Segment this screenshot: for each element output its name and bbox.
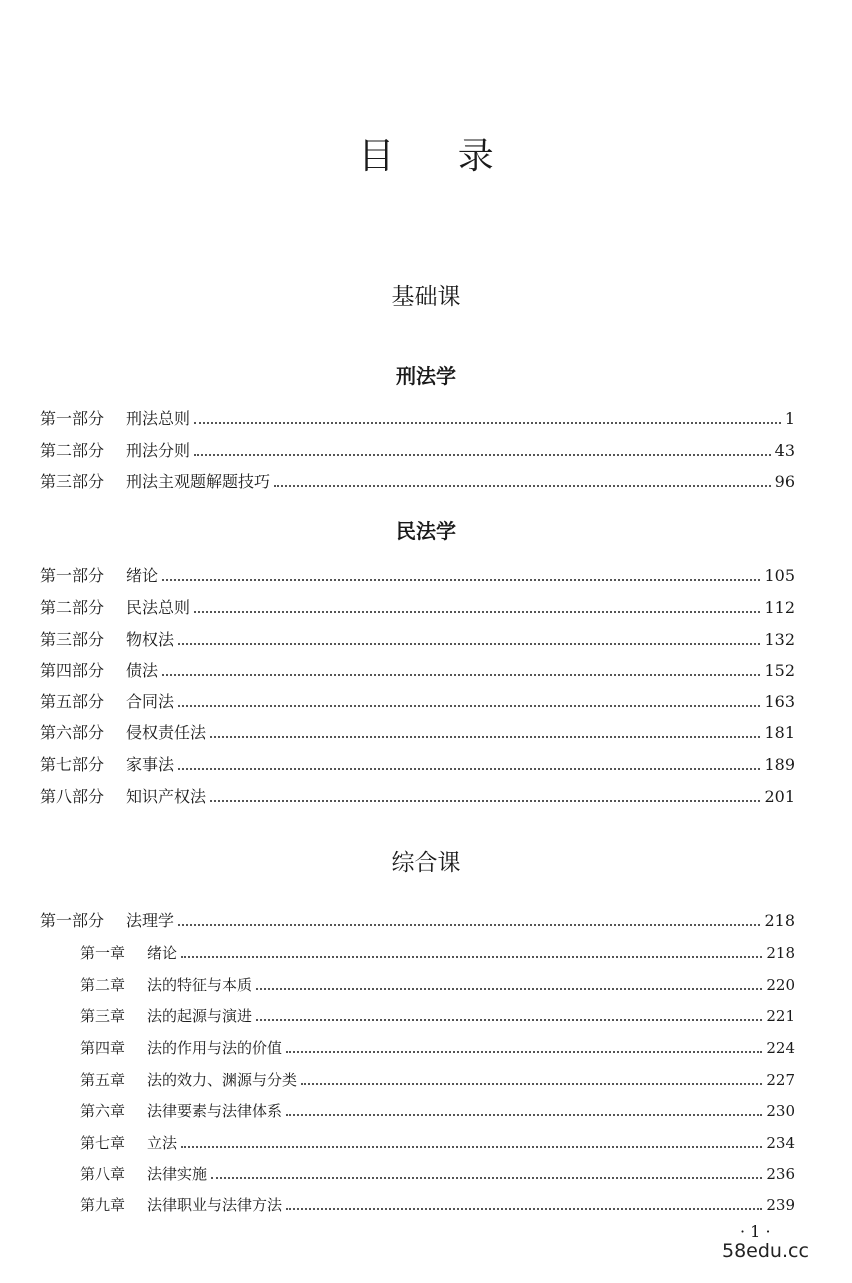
toc-entry-page: 218 [764,911,795,930]
toc-entry-page: 163 [764,692,795,711]
toc-chapter-title: 法的特征与本质 [147,976,253,994]
toc-entry[interactable] [40,659,795,683]
toc-chapter-title: 法的作用与法的价值 [147,1039,283,1057]
toc-entry-label: 第六部分 [40,723,105,742]
toc-chapter-page: 234 [766,1134,795,1152]
toc-entry-title: 物权法 [126,630,175,649]
toc-entry-page: 152 [764,661,795,680]
toc-chapter-label: 第九章 [80,1196,126,1214]
toc-chapter-title: 法律要素与法律体系 [147,1102,283,1120]
toc-entry[interactable] [40,721,795,745]
toc-chapter-title: 法律实施 [147,1165,208,1183]
toc-entry-label: 第四部分 [40,661,105,680]
toc-entry-page: 132 [764,630,795,649]
toc-chapter-entry[interactable] [80,1162,795,1186]
toc-entry-title: 侵权责任法 [126,723,207,742]
toc-entry-label: 第一部分 [40,911,105,930]
toc-chapter-entry[interactable] [80,1068,795,1092]
toc-leader-dots [256,1018,762,1021]
toc-entry[interactable] [40,439,795,463]
toc-entry-page: 96 [774,472,795,491]
toc-leader-dots [181,955,762,958]
watermark: 58edu.cc [722,1240,809,1262]
toc-chapter-label: 第三章 [80,1007,126,1025]
toc-leader-dots [286,1207,762,1210]
toc-entry-page: 43 [774,441,795,460]
toc-entry-title: 刑法总则 [126,409,191,428]
toc-entry-title: 刑法分则 [126,441,191,460]
page-title: 目 录 [358,136,520,177]
toc-leader-dots [162,578,760,581]
toc-entry-title: 债法 [126,661,159,680]
toc-chapter-page: 220 [766,976,795,994]
toc-leader-dots [178,704,760,707]
toc-leader-dots [162,673,760,676]
toc-entry-page: 105 [764,566,795,585]
toc-chapter-title: 法的起源与演进 [147,1007,253,1025]
toc-chapter-label: 第六章 [80,1102,126,1120]
toc-entry-label: 第七部分 [40,755,105,774]
toc-leader-dots [178,767,760,770]
toc-chapter-entry[interactable] [80,1036,795,1060]
toc-entry-label: 第八部分 [40,787,105,806]
page-number: · 1 · [740,1222,771,1241]
toc-entry[interactable] [40,785,795,809]
toc-chapter-page: 239 [766,1196,795,1214]
toc-entry-label: 第二部分 [40,598,105,617]
toc-entry-page: 201 [764,787,795,806]
toc-leader-dots [178,642,760,645]
toc-chapter-title: 绪论 [147,944,178,962]
toc-entry-label: 第一部分 [40,566,105,585]
toc-entry-page: 112 [764,598,795,617]
toc-chapter-label: 第八章 [80,1165,126,1183]
toc-entry-title: 知识产权法 [126,787,207,806]
toc-entry-page: 181 [764,723,795,742]
toc-part-entry[interactable] [40,909,795,933]
toc-leader-dots [256,987,762,990]
toc-entry[interactable] [40,470,795,494]
toc-chapter-entry[interactable] [80,1099,795,1123]
toc-leader-dots [211,1176,762,1179]
toc-chapter-label: 第四章 [80,1039,126,1057]
toc-entry-title: 民法总则 [126,598,191,617]
toc-leader-dots [194,453,771,456]
toc-entry-title: 家事法 [126,755,175,774]
toc-chapter-title: 立法 [147,1134,178,1152]
toc-entry-page: 1 [784,409,795,428]
toc-leader-dots [178,923,760,926]
toc-chapter-entry[interactable] [80,1131,795,1155]
toc-entry[interactable] [40,564,795,588]
toc-entry-label: 第二部分 [40,441,105,460]
toc-chapter-page: 224 [766,1039,795,1057]
toc-entry-page: 189 [764,755,795,774]
toc-leader-dots [194,610,760,613]
toc-leader-dots [286,1113,762,1116]
toc-leader-dots [286,1050,762,1053]
section-heading-basic: 基础课 [391,284,461,310]
toc-entry[interactable] [40,628,795,652]
toc-entry-title: 绪论 [126,566,159,585]
toc-leader-dots [210,735,760,738]
toc-chapter-label: 第五章 [80,1071,126,1089]
toc-chapter-label: 第一章 [80,944,126,962]
toc-entry[interactable] [40,690,795,714]
subject-heading-civil-law: 民法学 [396,519,456,543]
toc-entry-label: 第一部分 [40,409,105,428]
toc-entry-label: 第三部分 [40,630,105,649]
toc-chapter-entry[interactable] [80,1004,795,1028]
toc-chapter-page: 221 [766,1007,795,1025]
toc-chapter-page: 218 [766,944,795,962]
toc-chapter-entry[interactable] [80,941,795,965]
toc-chapter-page: 236 [766,1165,795,1183]
toc-entry-title: 刑法主观题解题技巧 [126,472,271,491]
toc-chapter-title: 法律职业与法律方法 [147,1196,283,1214]
toc-entry[interactable] [40,407,795,431]
toc-leader-dots [210,799,760,802]
toc-entry-label: 第三部分 [40,472,105,491]
section-heading-comprehensive: 综合课 [391,850,461,876]
toc-leader-dots [194,421,781,424]
toc-leader-dots [181,1145,762,1148]
toc-chapter-entry[interactable] [80,1193,795,1217]
toc-entry[interactable] [40,753,795,777]
toc-chapter-label: 第七章 [80,1134,126,1152]
toc-entry[interactable] [40,596,795,620]
toc-entry-title: 合同法 [126,692,175,711]
toc-chapter-page: 230 [766,1102,795,1120]
toc-leader-dots [301,1082,762,1085]
subject-heading-criminal-law: 刑法学 [396,364,456,388]
toc-leader-dots [274,484,771,487]
toc-chapter-page: 227 [766,1071,795,1089]
toc-entry-label: 第五部分 [40,692,105,711]
toc-chapter-title: 法的效力、渊源与分类 [147,1071,298,1089]
toc-chapter-label: 第二章 [80,976,126,994]
toc-entry-title: 法理学 [126,911,175,930]
toc-chapter-entry[interactable] [80,973,795,997]
